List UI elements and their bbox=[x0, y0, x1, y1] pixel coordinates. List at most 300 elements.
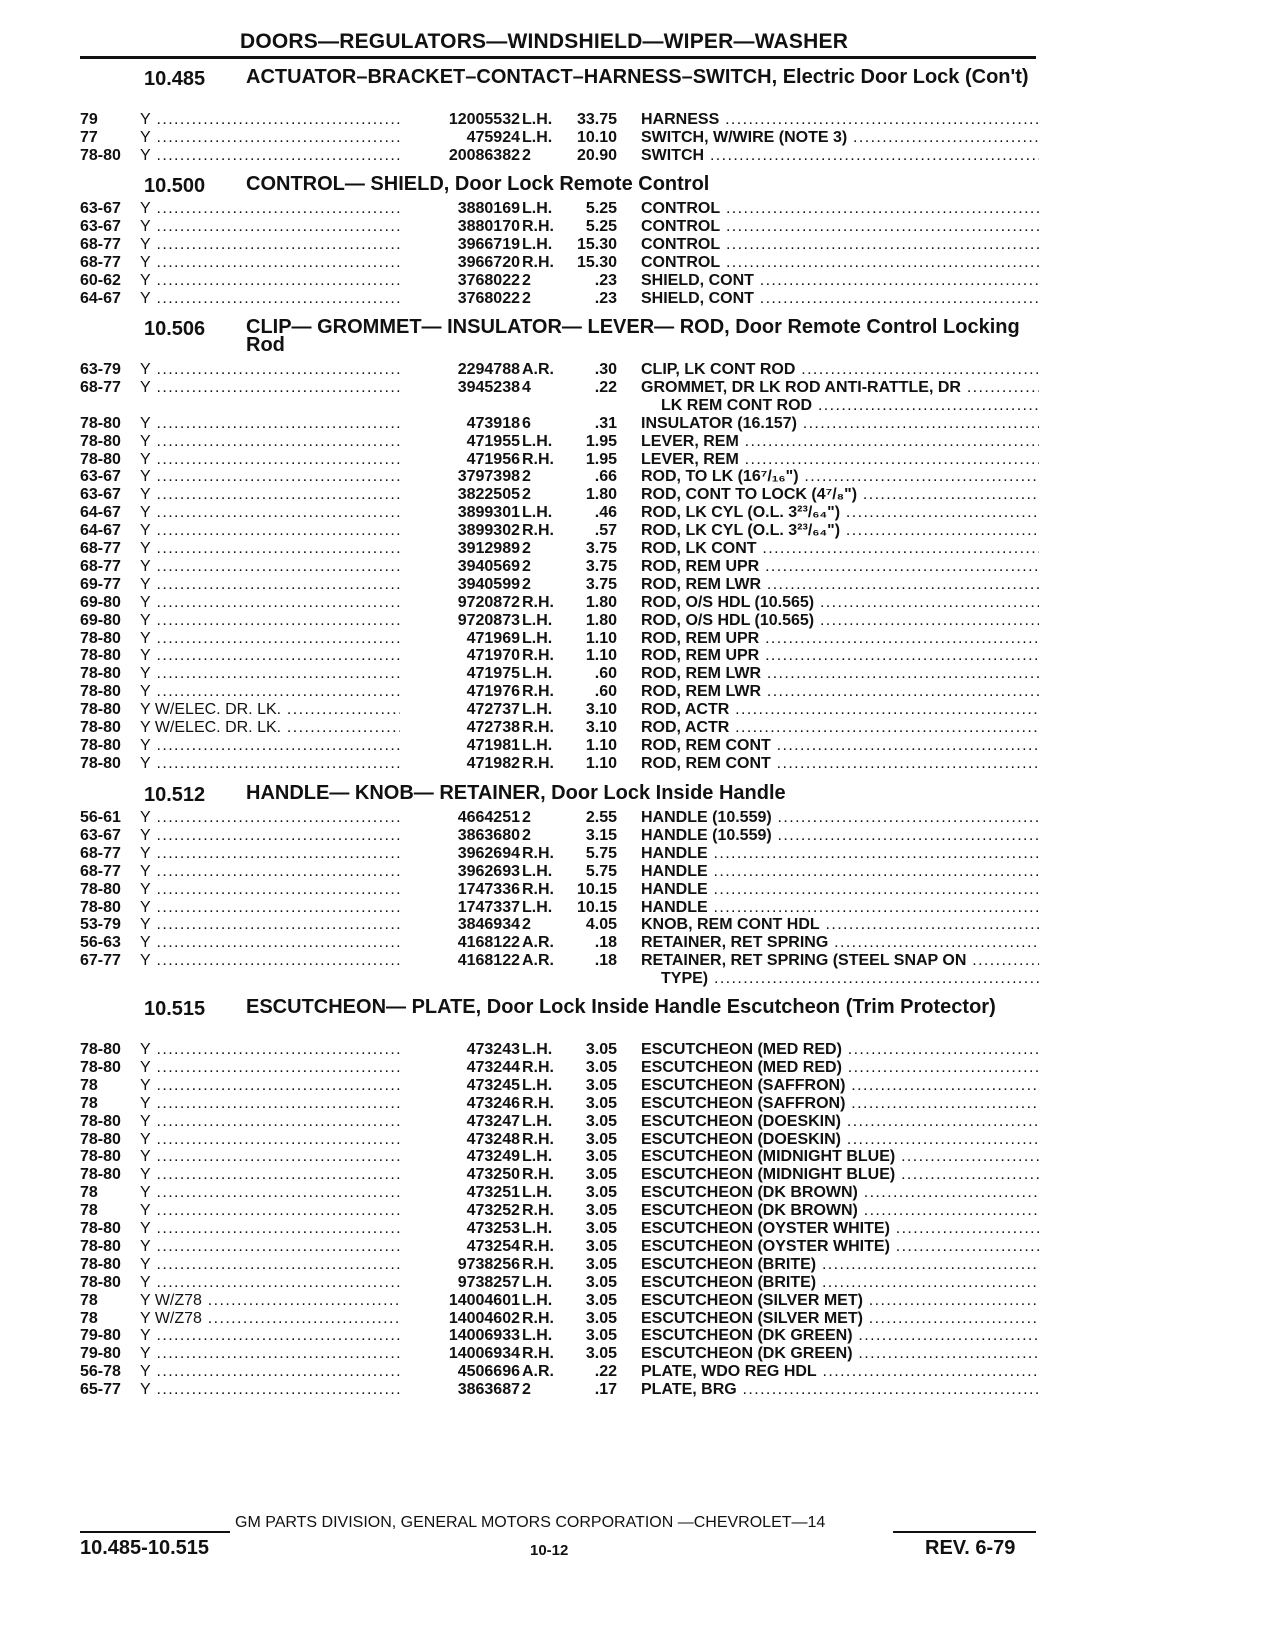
application-spec: Y ..... bbox=[140, 1040, 400, 1059]
part-row bbox=[80, 1309, 1040, 1328]
part-number: 473245 bbox=[466, 1076, 520, 1094]
section-title: HANDLE— KNOB— RETAINER, Door Lock Inside Handle bbox=[246, 782, 786, 804]
price: 1.80 bbox=[585, 486, 617, 504]
part-row bbox=[80, 646, 1040, 665]
model-years: 78-80 bbox=[80, 629, 121, 647]
quantity: L.H. bbox=[522, 1112, 553, 1130]
part-row bbox=[80, 700, 1040, 719]
model-years: 79-80 bbox=[80, 1345, 121, 1363]
part-number: 471969 bbox=[466, 629, 520, 647]
part-number: 4168122 bbox=[457, 934, 520, 952]
part-description: ESCUTCHEON (DK GREEN) ..... bbox=[641, 1344, 1039, 1363]
price: 15.30 bbox=[576, 253, 617, 271]
part-row bbox=[80, 1326, 1040, 1345]
price: .66 bbox=[594, 468, 617, 486]
price: 3.75 bbox=[585, 540, 617, 557]
part-description: ROD, REM LWR ..... bbox=[641, 682, 1039, 701]
price: 3.05 bbox=[585, 1237, 617, 1255]
quantity: R.H. bbox=[522, 253, 554, 271]
section-number: 10.485 bbox=[144, 68, 206, 90]
price: 3.15 bbox=[585, 826, 617, 844]
application-spec: Y ..... bbox=[140, 450, 400, 469]
application-spec: Y ..... bbox=[140, 1076, 400, 1095]
price: .18 bbox=[594, 952, 617, 970]
part-row bbox=[80, 736, 1040, 755]
quantity: R.H. bbox=[522, 593, 554, 611]
price: 3.10 bbox=[585, 701, 617, 719]
part-number: 3962693 bbox=[457, 862, 520, 880]
part-number: 3768022 bbox=[457, 271, 520, 289]
part-number: 471982 bbox=[466, 754, 520, 772]
application-spec: Y ..... bbox=[140, 593, 400, 612]
application-spec: Y ..... bbox=[140, 1380, 400, 1399]
part-number: 20086382 bbox=[448, 146, 520, 164]
part-number: 473254 bbox=[466, 1237, 520, 1255]
price: 3.05 bbox=[585, 1130, 617, 1148]
price: .30 bbox=[594, 361, 617, 378]
model-years: 78-80 bbox=[80, 1255, 121, 1273]
application-spec: Y ..... bbox=[140, 199, 400, 218]
part-description: TYPE) ..... bbox=[661, 969, 1039, 988]
application-spec: Y ..... bbox=[140, 664, 400, 683]
quantity: L.H. bbox=[522, 200, 553, 217]
section-title: CLIP— GROMMET— INSULATOR— LEVER— ROD, Door Remote Control Locking Rod bbox=[246, 316, 1020, 356]
part-description: ROD, ACTR ..... bbox=[641, 700, 1039, 719]
application-spec: Y ..... bbox=[140, 862, 400, 881]
part-row bbox=[80, 128, 1040, 147]
application-spec: Y W/Z78 ..... bbox=[140, 1309, 400, 1328]
model-years: 78 bbox=[80, 1202, 98, 1220]
quantity: R.H. bbox=[522, 1345, 554, 1363]
part-row bbox=[80, 915, 1040, 934]
price: 5.75 bbox=[585, 862, 617, 880]
part-number: 3940599 bbox=[457, 575, 520, 593]
model-years: 63-67 bbox=[80, 468, 121, 486]
part-description: ESCUTCHEON (DK GREEN) ..... bbox=[641, 1326, 1039, 1345]
quantity: R.H. bbox=[522, 844, 554, 862]
part-row bbox=[80, 199, 1040, 218]
part-row bbox=[80, 539, 1040, 558]
quantity: L.H. bbox=[522, 111, 553, 128]
part-number: 475924 bbox=[466, 128, 520, 146]
model-years: 69-80 bbox=[80, 611, 121, 629]
part-row bbox=[80, 880, 1040, 899]
part-number: 14004601 bbox=[448, 1291, 520, 1309]
part-row bbox=[80, 271, 1040, 290]
part-description: HANDLE (10.559) ..... bbox=[641, 808, 1039, 827]
part-number: 473243 bbox=[466, 1041, 520, 1058]
part-row bbox=[80, 378, 1040, 397]
model-years: 78-80 bbox=[80, 450, 121, 468]
part-row bbox=[80, 1380, 1040, 1399]
price: .22 bbox=[594, 378, 617, 396]
part-number: 473252 bbox=[466, 1202, 520, 1220]
price: .46 bbox=[594, 504, 617, 522]
part-number: 9738257 bbox=[457, 1273, 520, 1291]
model-years: 78-80 bbox=[80, 683, 121, 701]
part-number: 471981 bbox=[466, 736, 520, 754]
model-years: 78-80 bbox=[80, 880, 121, 898]
part-row bbox=[80, 521, 1040, 540]
part-number: 471955 bbox=[466, 432, 520, 450]
part-row bbox=[80, 718, 1040, 737]
quantity: L.H. bbox=[522, 1327, 553, 1345]
part-number: 9720873 bbox=[457, 611, 520, 629]
part-row bbox=[80, 289, 1040, 308]
part-description: RETAINER, RET SPRING (STEEL SNAP ON ..... bbox=[641, 951, 1039, 970]
model-years: 78-80 bbox=[80, 1237, 121, 1255]
quantity: R.H. bbox=[522, 1202, 554, 1220]
quantity: R.H. bbox=[522, 522, 554, 540]
part-number: 472738 bbox=[466, 719, 520, 736]
model-years: 78-80 bbox=[80, 1130, 121, 1148]
price: 3.05 bbox=[585, 1345, 617, 1363]
application-spec: Y ..... bbox=[140, 808, 400, 827]
part-number: 473247 bbox=[466, 1112, 520, 1130]
part-row bbox=[80, 432, 1040, 451]
part-description: PLATE, BRG ..... bbox=[641, 1380, 1039, 1399]
application-spec: Y ..... bbox=[140, 915, 400, 934]
part-number: 471970 bbox=[466, 647, 520, 665]
model-years: 78-80 bbox=[80, 665, 121, 683]
price: 10.15 bbox=[576, 880, 617, 898]
application-spec: Y ..... bbox=[140, 1165, 400, 1184]
price: 3.05 bbox=[585, 1309, 617, 1327]
price: 3.75 bbox=[585, 557, 617, 575]
part-number: 3863680 bbox=[457, 826, 520, 844]
part-row bbox=[80, 1058, 1040, 1077]
application-spec: Y ..... bbox=[140, 880, 400, 899]
quantity: R.H. bbox=[522, 880, 554, 898]
part-description: ROD, LK CONT ..... bbox=[641, 539, 1039, 558]
part-number: 3940569 bbox=[457, 557, 520, 575]
section-number: 10.506 bbox=[144, 318, 206, 340]
part-row bbox=[80, 1201, 1040, 1220]
part-description: ROD, CONT TO LOCK (4⁷/₈") ..... bbox=[641, 485, 1039, 504]
price: 3.05 bbox=[585, 1058, 617, 1076]
quantity: R.H. bbox=[522, 1130, 554, 1148]
part-number: 471976 bbox=[466, 683, 520, 701]
part-number: 12005532 bbox=[448, 111, 520, 128]
quantity: A.R. bbox=[522, 1363, 554, 1381]
quantity: R.H. bbox=[522, 450, 554, 468]
part-description: ESCUTCHEON (SAFFRON) ..... bbox=[641, 1076, 1039, 1095]
model-years: 78-80 bbox=[80, 701, 121, 719]
part-description: SHIELD, CONT ..... bbox=[641, 271, 1039, 290]
quantity: 2 bbox=[522, 916, 531, 934]
part-description: ROD, REM LWR ..... bbox=[641, 575, 1039, 594]
price: 3.05 bbox=[585, 1184, 617, 1202]
price: 20.90 bbox=[576, 146, 617, 164]
part-row bbox=[80, 110, 1040, 129]
model-years: 68-77 bbox=[80, 378, 121, 396]
part-number: 473248 bbox=[466, 1130, 520, 1148]
part-number: 3797398 bbox=[457, 468, 520, 486]
application-spec: Y ..... bbox=[140, 933, 400, 952]
part-number: 4506696 bbox=[457, 1363, 520, 1381]
part-description: CONTROL ..... bbox=[641, 253, 1039, 272]
quantity: L.H. bbox=[522, 1184, 553, 1202]
quantity: R.H. bbox=[522, 1166, 554, 1184]
part-row bbox=[80, 1165, 1040, 1184]
part-row bbox=[80, 1076, 1040, 1095]
quantity: 2 bbox=[522, 486, 531, 504]
part-number: 473253 bbox=[466, 1220, 520, 1237]
part-row bbox=[80, 898, 1040, 917]
model-years: 78-80 bbox=[80, 1220, 121, 1237]
price: .57 bbox=[594, 522, 617, 540]
model-years: 78-80 bbox=[80, 719, 121, 736]
part-row bbox=[80, 951, 1040, 970]
model-years: 78-80 bbox=[80, 898, 121, 916]
quantity: 6 bbox=[522, 414, 531, 432]
part-description: ESCUTCHEON (BRITE) ..... bbox=[641, 1255, 1039, 1274]
price: 3.05 bbox=[585, 1255, 617, 1273]
application-spec: Y ..... bbox=[140, 1255, 400, 1274]
model-years: 67-77 bbox=[80, 952, 121, 970]
model-years: 78-80 bbox=[80, 736, 121, 754]
part-row bbox=[80, 629, 1040, 648]
part-description: ROD, LK CYL (O.L. 3²³/₆₄") ..... bbox=[641, 503, 1039, 522]
application-spec: Y ..... bbox=[140, 898, 400, 917]
part-number: 3822505 bbox=[457, 486, 520, 504]
part-number: 3962694 bbox=[457, 844, 520, 862]
model-years: 78-80 bbox=[80, 432, 121, 450]
part-number: 473250 bbox=[466, 1166, 520, 1184]
part-description: ROD, REM CONT ..... bbox=[641, 736, 1039, 755]
quantity: L.H. bbox=[522, 611, 553, 629]
quantity: 2 bbox=[522, 289, 531, 307]
application-spec: Y ..... bbox=[140, 1273, 400, 1292]
part-description: ESCUTCHEON (MED RED) ..... bbox=[641, 1040, 1039, 1059]
part-description: SWITCH, W/WIRE (NOTE 3) ..... bbox=[641, 128, 1039, 147]
model-years: 68-77 bbox=[80, 862, 121, 880]
application-spec: Y ..... bbox=[140, 557, 400, 576]
price: 1.10 bbox=[585, 736, 617, 754]
price: 5.25 bbox=[585, 200, 617, 217]
model-years: 78-80 bbox=[80, 754, 121, 772]
application-spec: Y ..... bbox=[140, 629, 400, 648]
application-spec: Y ..... bbox=[140, 951, 400, 970]
price: .60 bbox=[594, 665, 617, 683]
part-row bbox=[80, 1130, 1040, 1149]
part-description: ROD, O/S HDL (10.565) ..... bbox=[641, 593, 1039, 612]
application-spec: Y ..... bbox=[140, 110, 400, 129]
part-description: ROD, TO LK (16⁷/₁₆") ..... bbox=[641, 467, 1039, 486]
part-description: ESCUTCHEON (SILVER MET) ..... bbox=[641, 1309, 1039, 1328]
quantity: L.H. bbox=[522, 898, 553, 916]
model-years: 78-80 bbox=[80, 1148, 121, 1166]
description-continuation bbox=[80, 969, 1040, 988]
price: 1.95 bbox=[585, 450, 617, 468]
model-years: 63-67 bbox=[80, 826, 121, 844]
part-row bbox=[80, 1219, 1040, 1238]
price: 5.25 bbox=[585, 217, 617, 235]
quantity: A.R. bbox=[522, 952, 554, 970]
part-description: ROD, REM LWR ..... bbox=[641, 664, 1039, 683]
quantity: 2 bbox=[522, 575, 531, 593]
price: 1.80 bbox=[585, 593, 617, 611]
application-spec: Y ..... bbox=[140, 467, 400, 486]
model-years: 56-78 bbox=[80, 1363, 121, 1381]
model-years: 69-80 bbox=[80, 593, 121, 611]
application-spec: Y ..... bbox=[140, 360, 400, 379]
part-row bbox=[80, 933, 1040, 952]
quantity: R.H. bbox=[522, 754, 554, 772]
page-title: DOORS—REGULATORS—WINDSHIELD—WIPER—WASHER bbox=[240, 30, 849, 53]
model-years: 68-77 bbox=[80, 253, 121, 271]
model-years: 63-67 bbox=[80, 486, 121, 504]
part-number: 471956 bbox=[466, 450, 520, 468]
model-years: 78 bbox=[80, 1309, 98, 1327]
part-row bbox=[80, 611, 1040, 630]
application-spec: Y ..... bbox=[140, 235, 400, 254]
model-years: 78-80 bbox=[80, 1112, 121, 1130]
model-years: 60-62 bbox=[80, 271, 121, 289]
part-row bbox=[80, 1273, 1040, 1292]
part-description: ROD, O/S HDL (10.565) ..... bbox=[641, 611, 1039, 630]
quantity: R.H. bbox=[522, 1255, 554, 1273]
part-description: ESCUTCHEON (BRITE) ..... bbox=[641, 1273, 1039, 1292]
application-spec: Y ..... bbox=[140, 1147, 400, 1166]
part-row bbox=[80, 503, 1040, 522]
model-years: 63-67 bbox=[80, 200, 121, 217]
part-description: LEVER, REM ..... bbox=[641, 450, 1039, 469]
quantity: L.H. bbox=[522, 1076, 553, 1094]
part-description: CLIP, LK CONT ROD ..... bbox=[641, 360, 1039, 379]
price: 3.05 bbox=[585, 1166, 617, 1184]
part-number: 2294788 bbox=[457, 361, 520, 378]
application-spec: Y ..... bbox=[140, 253, 400, 272]
model-years: 65-77 bbox=[80, 1381, 121, 1399]
part-description: ROD, ACTR ..... bbox=[641, 718, 1039, 737]
model-years: 68-77 bbox=[80, 844, 121, 862]
application-spec: Y ..... bbox=[140, 1219, 400, 1238]
part-description: ESCUTCHEON (SILVER MET) ..... bbox=[641, 1291, 1039, 1310]
application-spec: Y ..... bbox=[140, 539, 400, 558]
quantity: R.H. bbox=[522, 1094, 554, 1112]
price: .18 bbox=[594, 934, 617, 952]
application-spec: Y ..... bbox=[140, 485, 400, 504]
application-spec: Y ..... bbox=[140, 521, 400, 540]
part-row bbox=[80, 253, 1040, 272]
model-years: 68-77 bbox=[80, 235, 121, 253]
quantity: R.H. bbox=[522, 1058, 554, 1076]
part-row bbox=[80, 664, 1040, 683]
section-number: 10.515 bbox=[144, 998, 206, 1020]
part-number: 473918 bbox=[466, 414, 520, 432]
part-description: HARNESS ..... bbox=[641, 110, 1039, 129]
part-description: CONTROL ..... bbox=[641, 199, 1039, 218]
price: .22 bbox=[594, 1363, 617, 1381]
price: 3.10 bbox=[585, 719, 617, 736]
application-spec: Y ..... bbox=[140, 271, 400, 290]
section-number: 10.512 bbox=[144, 784, 206, 806]
price: .23 bbox=[594, 271, 617, 289]
part-description: INSULATOR (16.157) ..... bbox=[641, 414, 1039, 433]
model-years: 78-80 bbox=[80, 1058, 121, 1076]
model-years: 64-67 bbox=[80, 504, 121, 522]
application-spec: Y ..... bbox=[140, 146, 400, 165]
quantity: 4 bbox=[522, 378, 531, 396]
part-number: 3966720 bbox=[457, 253, 520, 271]
model-years: 78-80 bbox=[80, 1041, 121, 1058]
price: 3.05 bbox=[585, 1148, 617, 1166]
part-number: 9720872 bbox=[457, 593, 520, 611]
quantity: L.H. bbox=[522, 1148, 553, 1166]
price: 5.75 bbox=[585, 844, 617, 862]
quantity: L.H. bbox=[522, 1041, 553, 1058]
part-row bbox=[80, 414, 1040, 433]
application-spec: Y ..... bbox=[140, 754, 400, 773]
price: .17 bbox=[594, 1381, 617, 1399]
price: 3.05 bbox=[585, 1041, 617, 1058]
price: 10.15 bbox=[576, 898, 617, 916]
part-number: 9738256 bbox=[457, 1255, 520, 1273]
model-years: 68-77 bbox=[80, 540, 121, 557]
application-spec: Y ..... bbox=[140, 646, 400, 665]
part-description: ESCUTCHEON (DOESKIN) ..... bbox=[641, 1130, 1039, 1149]
quantity: 2 bbox=[522, 540, 531, 557]
model-years: 53-79 bbox=[80, 916, 121, 934]
price: 3.05 bbox=[585, 1076, 617, 1094]
part-row bbox=[80, 808, 1040, 827]
part-number: 1747336 bbox=[457, 880, 520, 898]
description-continuation bbox=[80, 396, 1040, 415]
section-number: 10.500 bbox=[144, 175, 206, 197]
part-number: 1747337 bbox=[457, 898, 520, 916]
part-description: CONTROL ..... bbox=[641, 235, 1039, 254]
part-row bbox=[80, 593, 1040, 612]
part-number: 471975 bbox=[466, 665, 520, 683]
application-spec: Y ..... bbox=[140, 289, 400, 308]
part-row bbox=[80, 450, 1040, 469]
application-spec: Y ..... bbox=[140, 432, 400, 451]
price: 3.05 bbox=[585, 1112, 617, 1130]
price: 15.30 bbox=[576, 235, 617, 253]
model-years: 77 bbox=[80, 128, 98, 146]
part-number: 3899302 bbox=[457, 522, 520, 540]
price: 33.75 bbox=[576, 111, 617, 128]
part-row bbox=[80, 1291, 1040, 1310]
part-number: 3880169 bbox=[457, 200, 520, 217]
part-description: ROD, REM UPR ..... bbox=[641, 629, 1039, 648]
model-years: 68-77 bbox=[80, 557, 121, 575]
application-spec: Y W/Z78 ..... bbox=[140, 1291, 400, 1310]
section-title: CONTROL— SHIELD, Door Lock Remote Control bbox=[246, 173, 710, 195]
application-spec: Y ..... bbox=[140, 503, 400, 522]
application-spec: Y ..... bbox=[140, 1362, 400, 1381]
part-row bbox=[80, 1183, 1040, 1202]
part-description: ROD, REM UPR ..... bbox=[641, 557, 1039, 576]
model-years: 63-79 bbox=[80, 361, 121, 378]
quantity: L.H. bbox=[522, 1291, 553, 1309]
quantity: L.H. bbox=[522, 128, 553, 146]
part-description: HANDLE ..... bbox=[641, 844, 1039, 863]
part-description: ESCUTCHEON (DK BROWN) ..... bbox=[641, 1183, 1039, 1202]
price: 3.75 bbox=[585, 575, 617, 593]
part-number: 14006934 bbox=[448, 1345, 520, 1363]
part-number: 473244 bbox=[466, 1058, 520, 1076]
application-spec: Y ..... bbox=[140, 1237, 400, 1256]
part-description: PLATE, WDO REG HDL ..... bbox=[641, 1362, 1039, 1381]
quantity: L.H. bbox=[522, 432, 553, 450]
part-number: 4664251 bbox=[457, 809, 520, 826]
model-years: 78 bbox=[80, 1094, 98, 1112]
part-number: 3945238 bbox=[457, 378, 520, 396]
part-row bbox=[80, 1112, 1040, 1131]
price: 3.05 bbox=[585, 1094, 617, 1112]
